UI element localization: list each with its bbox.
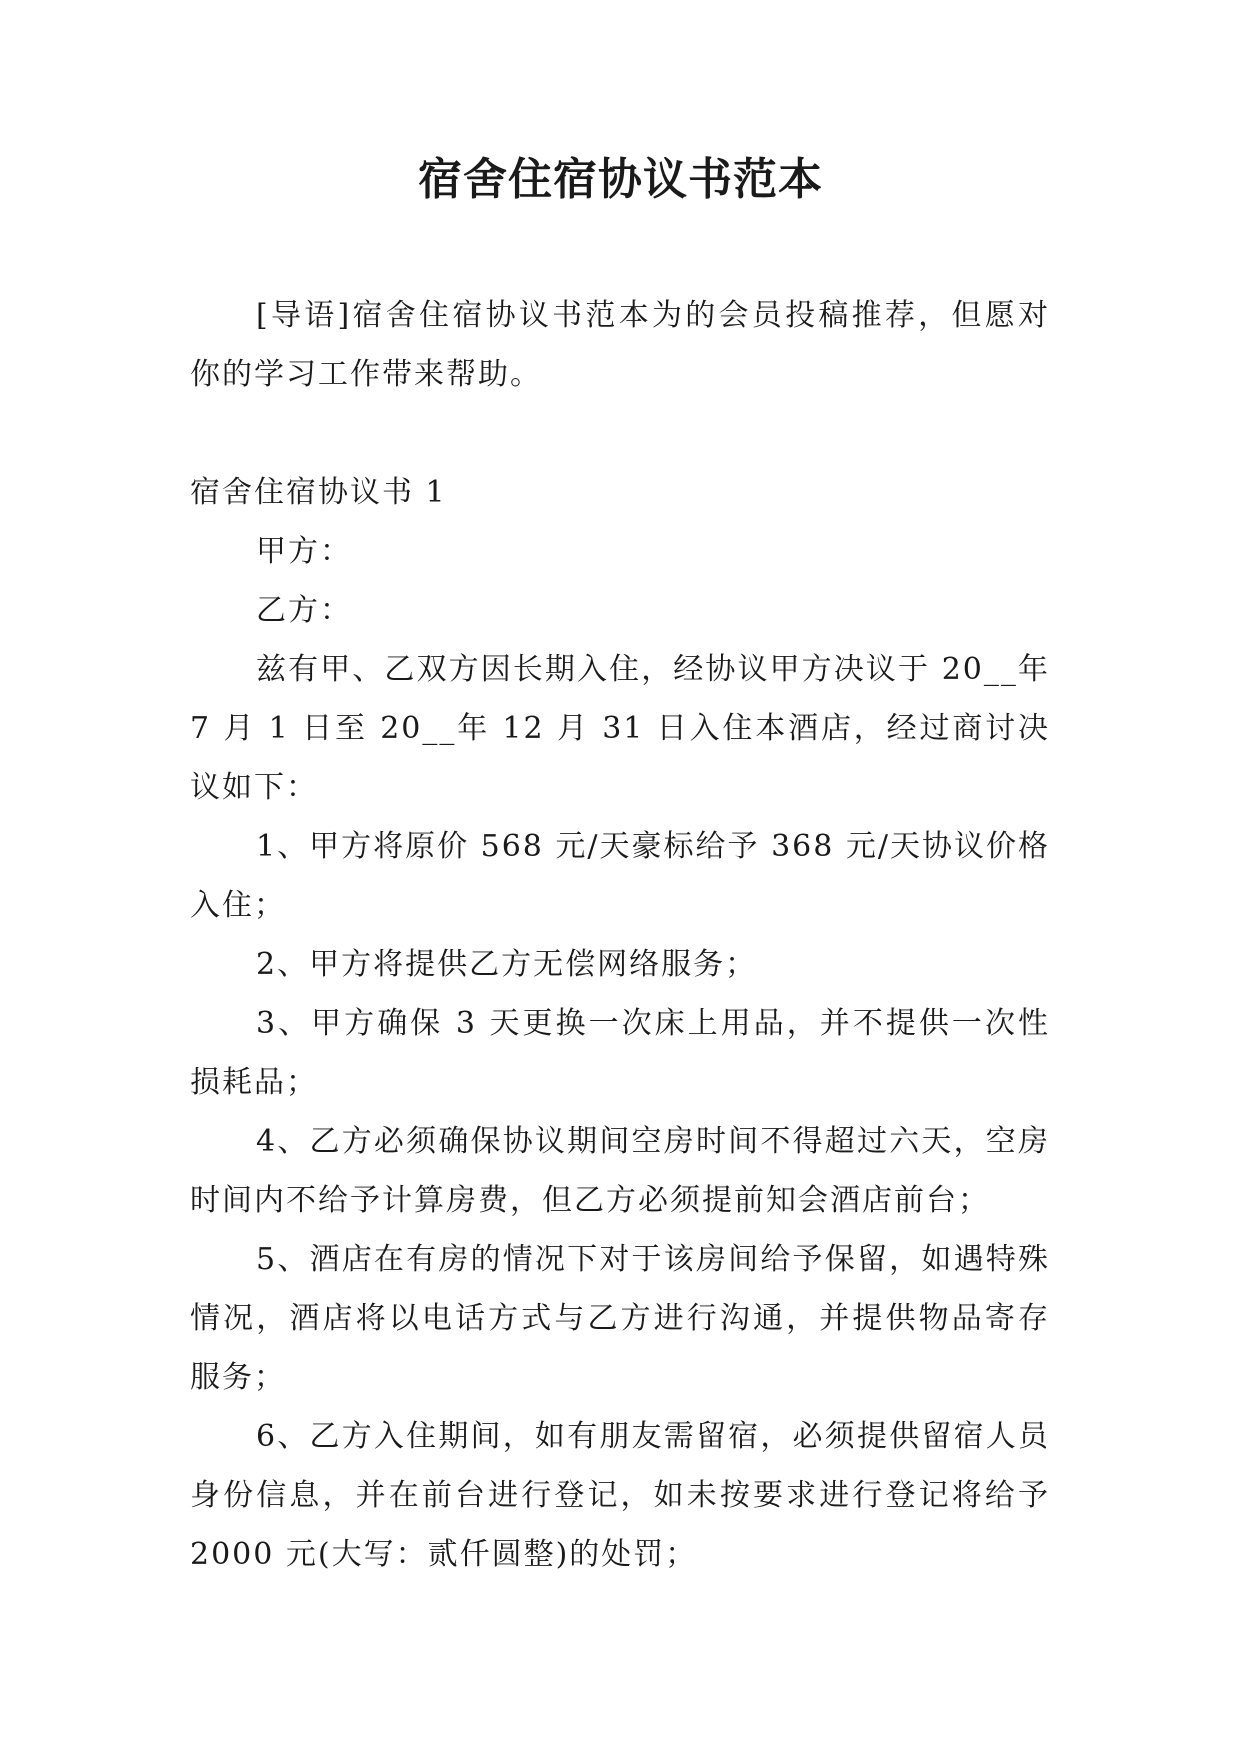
clause-6: 6、乙方入住期间，如有朋友需留宿，必须提供留宿人员身份信息，并在前台进行登记，如未按要求进行登记将给予 2000 元(大写：贰仟圆整)的处罚；	[190, 1419, 1050, 1572]
clause-5: 5、酒店在有房的情况下对于该房间给予保留，如遇特殊情况，酒店将以电话方式与乙方进行沟通，并提供物品寄存服务；	[190, 1242, 1050, 1395]
section-heading: 宿舍住宿协议书 1	[190, 475, 447, 510]
party-b-line: 乙方：	[256, 593, 352, 628]
clause-3: 3、甲方确保 3 天更换一次床上用品，并不提供一次性损耗品；	[190, 1006, 1050, 1100]
preamble-paragraph: 兹有甲、乙双方因长期入住，经协议甲方决议于 20__年 7 月 1 日至 20__年 12 月 31 日入住本酒店，经过商讨决议如下：	[190, 652, 1050, 805]
clause-2: 2、甲方将提供乙方无偿网络服务；	[256, 947, 758, 982]
clause-4: 4、乙方必须确保协议期间空房时间不得超过六天，空房时间内不给予计算房费，但乙方必须提前知会酒店前台；	[190, 1124, 1050, 1218]
clause-1: 1、甲方将原价 568 元/天豪标给予 368 元/天协议价格入住；	[190, 829, 1050, 923]
document-title: 宿舍住宿协议书范本	[418, 154, 823, 205]
intro-paragraph: [导语]宿舍住宿协议书范本为的会员投稿推荐，但愿对你的学习工作带来帮助。	[190, 298, 1050, 392]
party-a-line: 甲方：	[256, 534, 352, 569]
